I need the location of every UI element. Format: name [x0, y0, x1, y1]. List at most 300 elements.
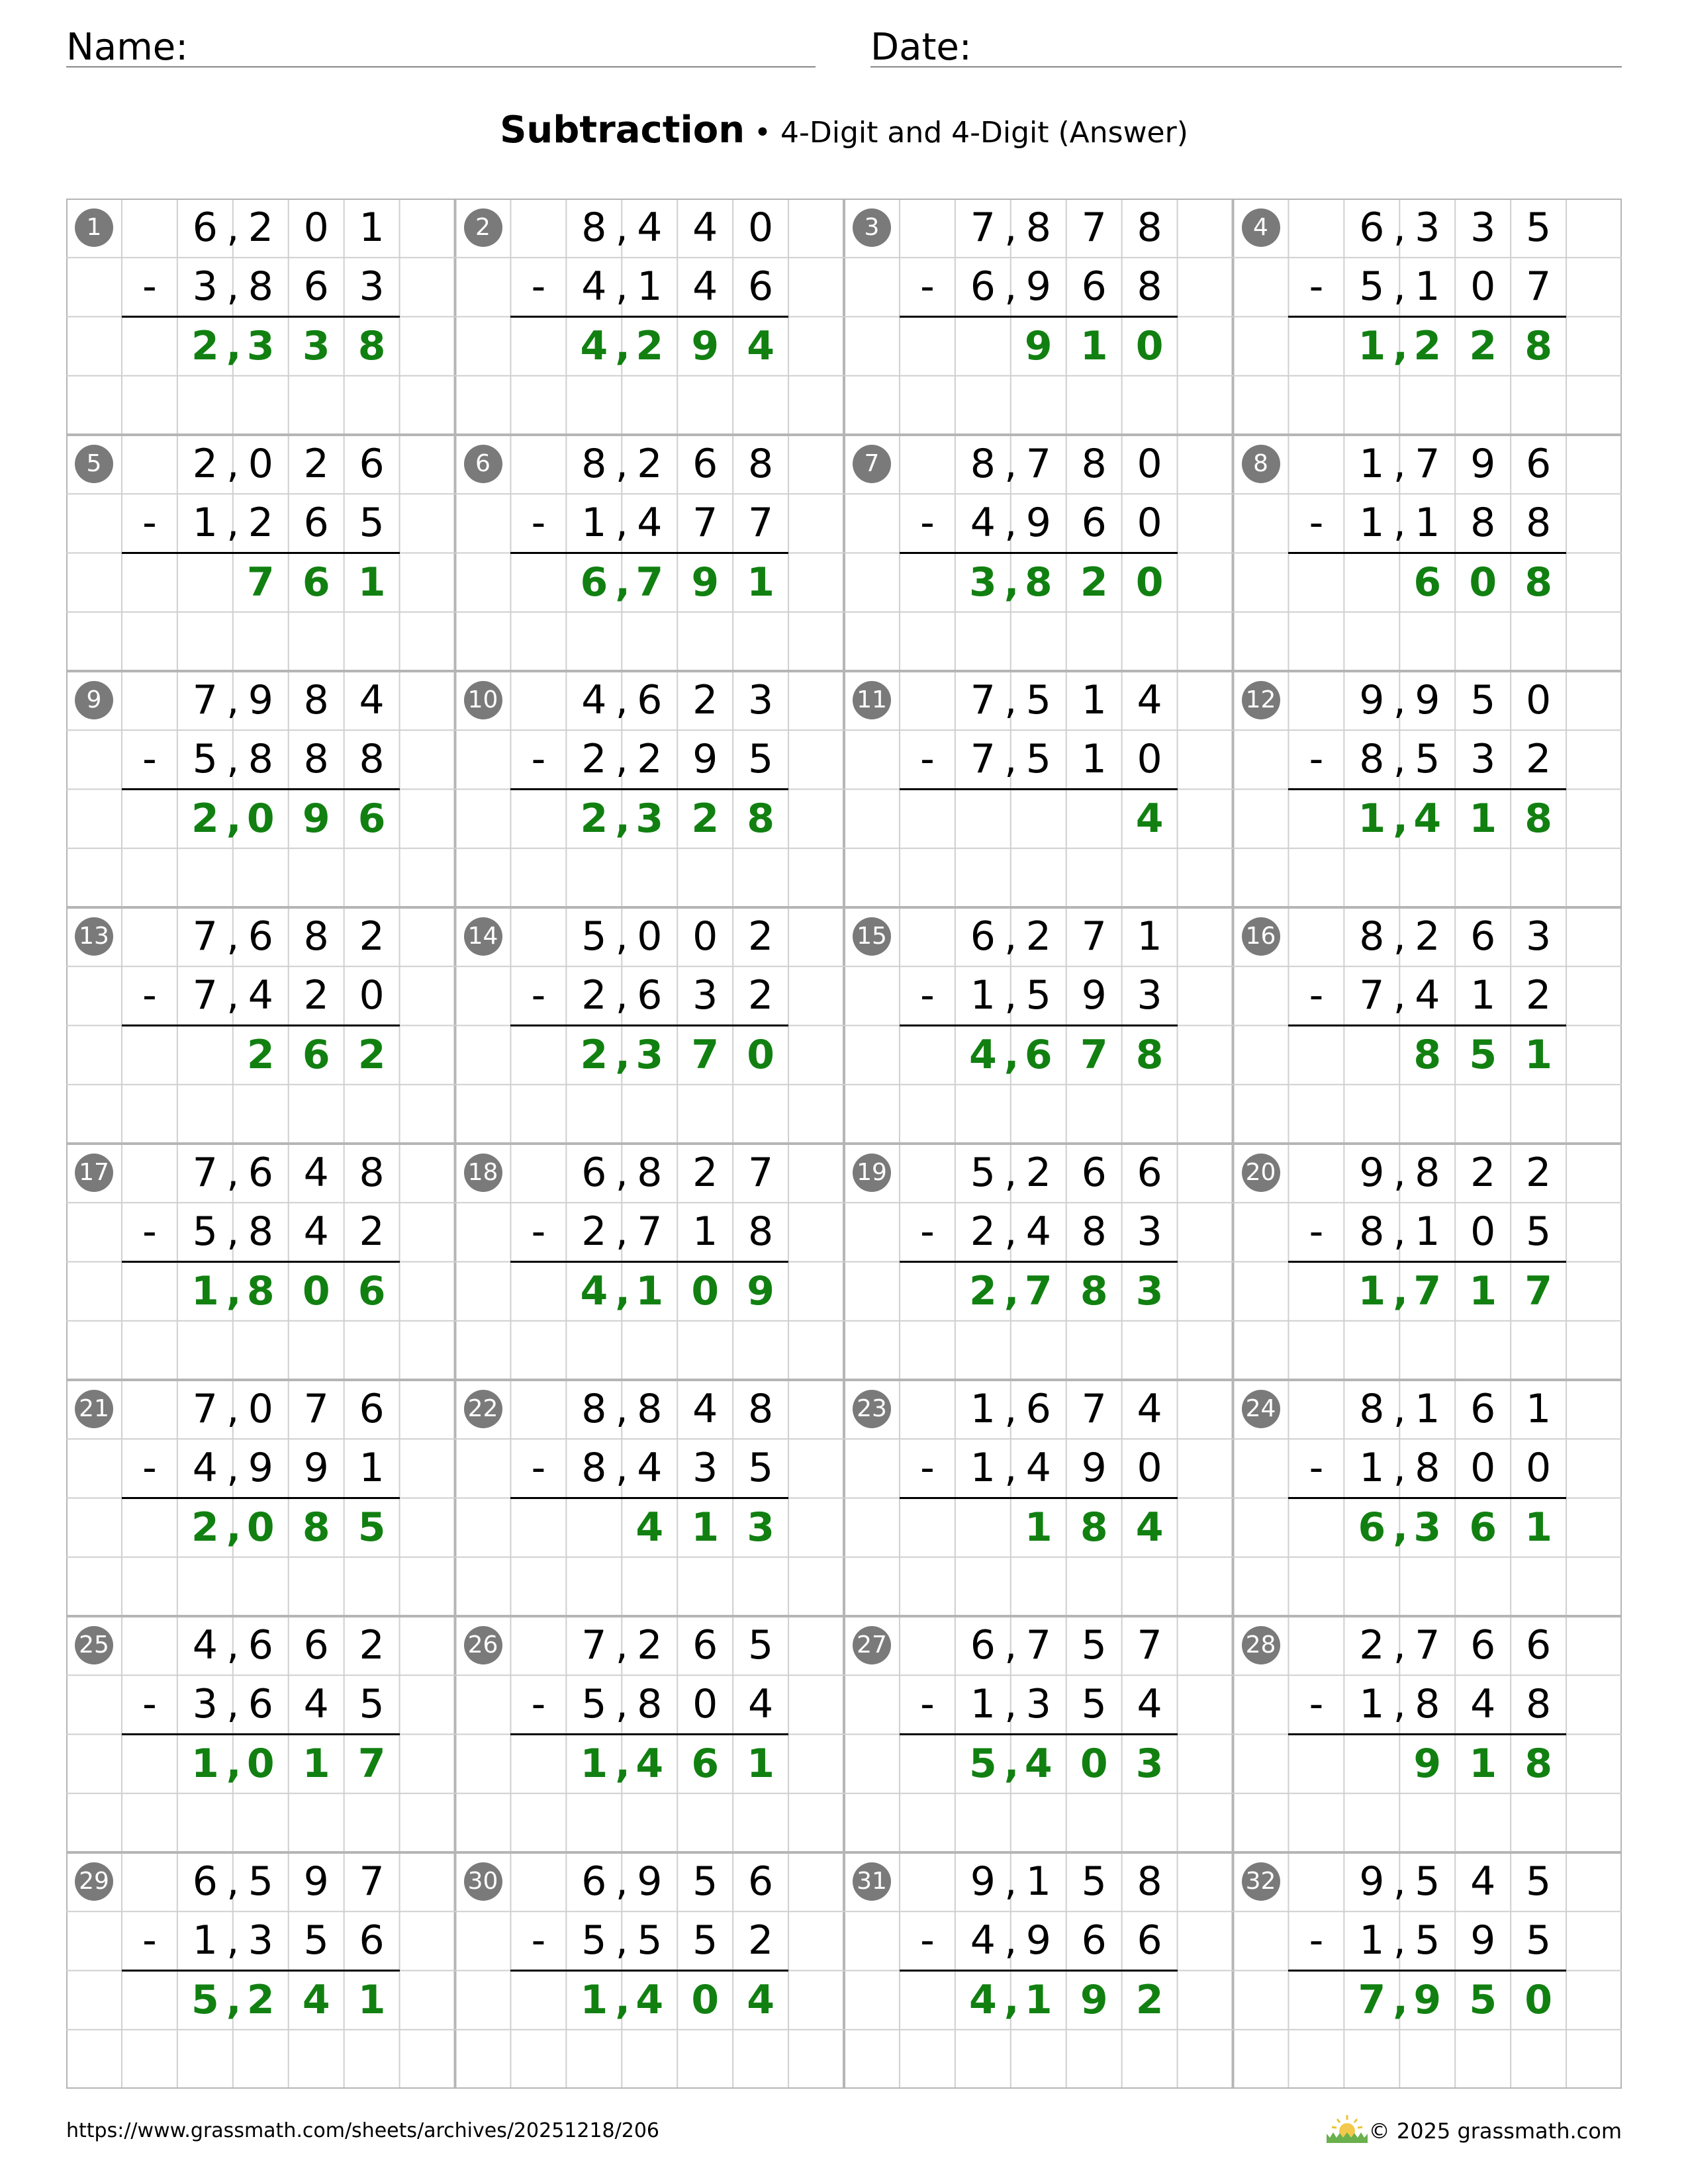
subtrahend-digit: 1 [1415, 263, 1440, 310]
subtrahend-digit: 2 [581, 1208, 607, 1255]
problem-number-badge: 18 [464, 1154, 502, 1192]
problem-number-badge: 19 [853, 1154, 891, 1192]
answer-digit: 5 [191, 1976, 219, 2023]
answer-digit: 9 [302, 795, 330, 842]
answer-line [900, 552, 1178, 554]
subtrahend-digit: 4 [1025, 1208, 1051, 1255]
thousands-comma: , [226, 1858, 240, 1905]
problem-number-badge: 9 [75, 681, 113, 719]
thousands-comma: , [1004, 1740, 1019, 1787]
thousands-comma: , [1004, 263, 1017, 310]
problem-number-badge: 3 [853, 208, 891, 247]
minuend-digit: 7 [1081, 1386, 1107, 1432]
minuend-digit: 9 [637, 1858, 663, 1905]
minuend-digit: 1 [1415, 1386, 1440, 1432]
answer-line [1288, 1733, 1566, 1735]
problem-number-badge: 24 [1242, 1390, 1280, 1428]
subtrahend-digit: 5 [359, 1681, 385, 1728]
subtrahend-digit: 5 [1025, 736, 1051, 783]
thousands-comma: , [615, 205, 628, 251]
subtrahend-digit: 9 [1025, 500, 1051, 547]
subtrahend-digit: 1 [1359, 1445, 1385, 1492]
answer-digit: 4 [635, 1740, 664, 1787]
minuend-digit: 6 [248, 913, 273, 960]
thousands-comma: , [226, 1976, 242, 2023]
subtrahend-digit: 1 [637, 263, 663, 310]
answer-digit: 6 [1413, 559, 1442, 606]
answer-digit: 8 [747, 795, 775, 842]
minus-sign: - [531, 263, 546, 310]
answer-digit: 8 [302, 1504, 330, 1551]
subtrahend-digit: 1 [1359, 1917, 1385, 1964]
thousands-comma: , [1004, 500, 1017, 547]
answer-digit: 9 [1413, 1976, 1442, 2023]
minuend-digit: 8 [1359, 1386, 1385, 1432]
thousands-comma: , [1393, 913, 1406, 960]
subtrahend-digit: 3 [359, 263, 385, 310]
answer-digit: 8 [1135, 1031, 1164, 1078]
minuend-digit: 4 [1470, 1858, 1496, 1905]
answer-digit: 2 [1469, 322, 1497, 369]
answer-digit: 2 [246, 1031, 275, 1078]
problem-number-badge: 11 [853, 681, 891, 719]
answer-digit: 4 [635, 1504, 664, 1551]
subtrahend-digit: 2 [748, 1917, 774, 1964]
minuend-digit: 2 [692, 1150, 718, 1196]
answer-digit: 5 [1469, 1976, 1497, 2023]
minuend-digit: 5 [581, 913, 607, 960]
subtrahend-digit: 7 [1359, 972, 1385, 1019]
minuend-digit: 6 [1137, 1150, 1162, 1196]
subtrahend-digit: 8 [1526, 1681, 1552, 1728]
minuend-digit: 6 [970, 913, 996, 960]
thousands-comma: , [226, 972, 240, 1019]
subtrahend-digit: 4 [637, 500, 663, 547]
thousands-comma: , [615, 972, 628, 1019]
answer-digit: 1 [357, 559, 386, 606]
minus-sign: - [920, 1445, 935, 1492]
minuend-digit: 5 [1025, 677, 1051, 723]
answer-line [900, 788, 1178, 790]
minus-sign: - [920, 1681, 935, 1728]
answer-line [900, 1024, 1178, 1026]
subtrahend-digit: 3 [1137, 1208, 1162, 1255]
thousands-comma: , [615, 795, 631, 842]
subtrahend-digit: 4 [692, 263, 718, 310]
thousands-comma: , [615, 1031, 631, 1078]
problem-number-badge: 13 [75, 917, 113, 956]
subtrahend-digit: 8 [1470, 500, 1496, 547]
subtrahend-digit: 1 [1359, 1681, 1385, 1728]
name-line[interactable] [66, 66, 816, 68]
minuend-digit: 2 [1526, 1150, 1552, 1196]
subtrahend-digit: 0 [1526, 1445, 1552, 1492]
subtrahend-digit: 7 [970, 736, 996, 783]
answer-digit: 2 [1080, 559, 1108, 606]
minuend-digit: 9 [1359, 1858, 1385, 1905]
minuend-digit: 4 [303, 1150, 329, 1196]
thousands-comma: , [615, 1917, 628, 1964]
minuend-digit: 0 [303, 205, 329, 251]
answer-line [900, 1970, 1178, 1972]
answer-digit: 1 [1469, 1740, 1497, 1787]
subtrahend-digit: 8 [748, 1208, 774, 1255]
minus-sign: - [1309, 263, 1324, 310]
thousands-comma: , [226, 795, 242, 842]
subtrahend-digit: 7 [637, 1208, 663, 1255]
minuend-digit: 7 [970, 205, 996, 251]
answer-digit: 2 [635, 322, 664, 369]
answer-digit: 2 [191, 1504, 219, 1551]
thousands-comma: , [1004, 1267, 1019, 1314]
subtrahend-digit: 3 [692, 1445, 718, 1492]
answer-digit: 7 [357, 1740, 386, 1787]
minuend-digit: 8 [1025, 205, 1051, 251]
answer-digit: 3 [1135, 1267, 1164, 1314]
problem-number-badge: 26 [464, 1626, 502, 1664]
answer-line [1288, 316, 1566, 318]
answer-digit: 8 [1524, 559, 1553, 606]
answer-digit: 0 [1135, 322, 1164, 369]
answer-digit: 6 [580, 559, 608, 606]
minuend-digit: 1 [1359, 441, 1385, 487]
title-main: Subtraction [500, 109, 745, 152]
answer-digit: 4 [968, 1976, 997, 2023]
subtrahend-digit: 6 [359, 1917, 385, 1964]
minuend-digit: 6 [359, 441, 385, 487]
answer-digit: 2 [246, 1976, 275, 2023]
subtrahend-digit: 8 [248, 736, 273, 783]
subtrahend-digit: 6 [970, 263, 996, 310]
minuend-digit: 9 [1359, 1150, 1385, 1196]
answer-line [510, 1733, 788, 1735]
thousands-comma: , [615, 736, 628, 783]
minuend-digit: 7 [192, 1150, 218, 1196]
answer-digit: 6 [302, 1031, 330, 1078]
subtrahend-digit: 6 [303, 263, 329, 310]
minuend-digit: 7 [1025, 1622, 1051, 1668]
answer-digit: 4 [1135, 795, 1164, 842]
minuend-digit: 9 [1359, 677, 1385, 723]
footer-url: https://www.grassmath.com/sheets/archives/20251218/206 [66, 2119, 660, 2142]
subtrahend-digit: 9 [248, 1445, 273, 1492]
minuend-digit: 7 [1081, 205, 1107, 251]
minuend-digit: 6 [1470, 1622, 1496, 1668]
subtrahend-digit: 3 [1470, 736, 1496, 783]
subtrahend-digit: 1 [581, 500, 607, 547]
minuend-digit: 7 [1415, 1622, 1440, 1668]
minuend-digit: 9 [1415, 677, 1440, 723]
answer-digit: 8 [1413, 1031, 1442, 1078]
problem-number-badge: 17 [75, 1154, 113, 1192]
answer-digit: 9 [1024, 322, 1053, 369]
thousands-comma: , [226, 205, 240, 251]
minuend-digit: 8 [637, 1150, 663, 1196]
minuend-digit: 0 [248, 1386, 273, 1432]
worksheet-title [0, 107, 1688, 162]
minus-sign: - [920, 736, 935, 783]
answer-line [510, 1261, 788, 1263]
minuend-digit: 6 [970, 1622, 996, 1668]
minus-sign: - [920, 500, 935, 547]
thousands-comma: , [226, 322, 242, 369]
problem-number-badge: 2 [464, 208, 502, 247]
thousands-comma: , [615, 677, 628, 723]
minus-sign: - [531, 1917, 546, 1964]
minus-sign: - [531, 500, 546, 547]
answer-digit: 1 [1024, 1976, 1053, 2023]
thousands-comma: , [226, 1267, 242, 1314]
answer-digit: 7 [1024, 1267, 1053, 1314]
minuend-digit: 3 [748, 677, 774, 723]
subtrahend-digit: 4 [192, 1445, 218, 1492]
subtrahend-digit: 3 [1137, 972, 1162, 1019]
answer-digit: 1 [747, 1740, 775, 1787]
minus-sign: - [1309, 1445, 1324, 1492]
minuend-digit: 0 [748, 205, 774, 251]
answer-digit: 1 [357, 1976, 386, 2023]
minuend-digit: 8 [748, 1386, 774, 1432]
minus-sign: - [531, 1208, 546, 1255]
subtrahend-digit: 0 [1470, 1208, 1496, 1255]
subtrahend-digit: 5 [692, 1917, 718, 1964]
minuend-digit: 2 [1025, 1150, 1051, 1196]
minuend-digit: 5 [248, 1858, 273, 1905]
thousands-comma: , [1393, 441, 1406, 487]
problem-number-badge: 8 [1242, 445, 1280, 483]
thousands-comma: , [1393, 736, 1406, 783]
minuend-digit: 8 [637, 1386, 663, 1432]
thousands-comma: , [226, 1622, 240, 1668]
subtrahend-digit: 6 [248, 1681, 273, 1728]
answer-digit: 3 [968, 559, 997, 606]
minuend-digit: 7 [748, 1150, 774, 1196]
answer-line [1288, 1497, 1566, 1499]
thousands-comma: , [1393, 1976, 1409, 2023]
subtrahend-digit: 2 [1526, 736, 1552, 783]
minuend-digit: 1 [359, 205, 385, 251]
minuend-digit: 2 [1025, 913, 1051, 960]
thousands-comma: , [615, 1150, 628, 1196]
minuend-digit: 2 [692, 677, 718, 723]
subtrahend-digit: 2 [303, 972, 329, 1019]
subtrahend-digit: 2 [1526, 972, 1552, 1019]
minus-sign: - [531, 1445, 546, 1492]
minuend-digit: 5 [748, 1622, 774, 1668]
thousands-comma: , [226, 677, 240, 723]
thousands-comma: , [226, 736, 240, 783]
answer-digit: 7 [635, 559, 664, 606]
subtrahend-digit: 1 [1359, 500, 1385, 547]
answer-digit: 2 [191, 322, 219, 369]
answer-digit: 4 [302, 1976, 330, 2023]
minus-sign: - [142, 500, 157, 547]
answer-digit: 0 [246, 1504, 275, 1551]
minuend-digit: 8 [303, 677, 329, 723]
minuend-digit: 5 [1470, 677, 1496, 723]
answer-digit: 1 [580, 1976, 608, 2023]
subtrahend-digit: 4 [1137, 1681, 1162, 1728]
answer-digit: 0 [747, 1031, 775, 1078]
thousands-comma: , [1393, 263, 1406, 310]
answer-digit: 3 [246, 322, 275, 369]
subtrahend-digit: 1 [1081, 736, 1107, 783]
thousands-comma: , [226, 1150, 240, 1196]
answer-digit: 3 [635, 795, 664, 842]
subtrahend-digit: 5 [637, 1917, 663, 1964]
answer-digit: 4 [968, 1031, 997, 1078]
minuend-digit: 4 [581, 677, 607, 723]
answer-digit: 3 [1135, 1740, 1164, 1787]
answer-digit: 0 [1080, 1740, 1108, 1787]
answer-digit: 4 [580, 322, 608, 369]
answer-digit: 4 [1413, 795, 1442, 842]
thousands-comma: , [226, 1740, 242, 1787]
sun-over-grass-icon [1324, 2114, 1370, 2143]
minus-sign: - [142, 736, 157, 783]
minuend-digit: 2 [359, 1622, 385, 1668]
answer-digit: 1 [1524, 1031, 1553, 1078]
subtrahend-digit: 8 [1526, 500, 1552, 547]
subtrahend-digit: 1 [1470, 972, 1496, 1019]
answer-digit: 7 [1080, 1031, 1108, 1078]
minuend-digit: 4 [637, 205, 663, 251]
answer-line [900, 1497, 1178, 1499]
subtrahend-digit: 9 [692, 736, 718, 783]
thousands-comma: , [1393, 1681, 1406, 1728]
subtrahend-digit: 0 [1137, 736, 1162, 783]
answer-digit: 8 [246, 1267, 275, 1314]
thousands-comma: , [226, 1445, 240, 1492]
minus-sign: - [142, 1917, 157, 1964]
answer-digit: 4 [1024, 1740, 1053, 1787]
subtrahend-digit: 6 [1137, 1917, 1162, 1964]
subtrahend-digit: 8 [1081, 1208, 1107, 1255]
answer-digit: 1 [1358, 795, 1386, 842]
answer-digit: 7 [246, 559, 275, 606]
date-line[interactable] [870, 66, 1622, 68]
answer-line [510, 1024, 788, 1026]
thousands-comma: , [1393, 795, 1409, 842]
answer-digit: 9 [1413, 1740, 1442, 1787]
answer-digit: 0 [691, 1976, 720, 2023]
answer-digit: 5 [357, 1504, 386, 1551]
answer-digit: 1 [1469, 1267, 1497, 1314]
minus-sign: - [1309, 736, 1324, 783]
subtrahend-digit: 4 [1025, 1445, 1051, 1492]
problem-number-badge: 12 [1242, 681, 1280, 719]
problem-number-badge: 30 [464, 1862, 502, 1901]
minuend-digit: 6 [303, 1622, 329, 1668]
answer-digit: 9 [747, 1267, 775, 1314]
thousands-comma: , [1004, 1976, 1019, 2023]
problem-number-badge: 32 [1242, 1862, 1280, 1901]
minuend-digit: 2 [303, 441, 329, 487]
thousands-comma: , [1004, 1858, 1017, 1905]
subtrahend-digit: 2 [970, 1208, 996, 1255]
minuend-digit: 7 [359, 1858, 385, 1905]
answer-line [1288, 788, 1566, 790]
subtrahend-digit: 8 [248, 1208, 273, 1255]
minuend-digit: 5 [1081, 1622, 1107, 1668]
minus-sign: - [1309, 500, 1324, 547]
thousands-comma: , [1004, 205, 1017, 251]
answer-line [510, 316, 788, 318]
subtrahend-digit: 4 [970, 500, 996, 547]
minuend-digit: 8 [970, 441, 996, 487]
minuend-digit: 8 [581, 205, 607, 251]
answer-digit: 8 [1080, 1267, 1108, 1314]
subtrahend-digit: 6 [1081, 500, 1107, 547]
answer-line [122, 788, 400, 790]
subtrahend-digit: 8 [1415, 1445, 1440, 1492]
thousands-comma: , [1004, 1031, 1019, 1078]
minuend-digit: 1 [1081, 677, 1107, 723]
subtrahend-digit: 7 [192, 972, 218, 1019]
minuend-digit: 8 [581, 441, 607, 487]
answer-line [510, 1970, 788, 1972]
minuend-digit: 6 [248, 1622, 273, 1668]
subtrahend-digit: 5 [748, 736, 774, 783]
answer-line [122, 1733, 400, 1735]
subtrahend-digit: 0 [1137, 500, 1162, 547]
minus-sign: - [142, 1445, 157, 1492]
minuend-digit: 0 [1526, 677, 1552, 723]
subtrahend-digit: 5 [359, 500, 385, 547]
minuend-digit: 7 [192, 913, 218, 960]
subtrahend-digit: 5 [1359, 263, 1385, 310]
answer-digit: 3 [1413, 1504, 1442, 1551]
answer-digit: 1 [1469, 795, 1497, 842]
problem-number-badge: 22 [464, 1390, 502, 1428]
minuend-digit: 8 [1137, 1858, 1162, 1905]
minuend-digit: 6 [1526, 1622, 1552, 1668]
minuend-digit: 0 [1137, 441, 1162, 487]
answer-digit: 5 [968, 1740, 997, 1787]
answer-digit: 4 [1135, 1504, 1164, 1551]
thousands-comma: , [1004, 1208, 1017, 1255]
thousands-comma: , [226, 1386, 240, 1432]
answer-digit: 8 [1024, 559, 1053, 606]
minuend-digit: 6 [192, 1858, 218, 1905]
problem-number-badge: 1 [75, 208, 113, 247]
problem-grid [66, 199, 1622, 2089]
minuend-digit: 1 [970, 1386, 996, 1432]
minuend-digit: 7 [303, 1386, 329, 1432]
subtrahend-digit: 5 [303, 1917, 329, 1964]
minuend-digit: 0 [248, 441, 273, 487]
subtrahend-digit: 9 [1081, 972, 1107, 1019]
thousands-comma: , [1393, 322, 1409, 369]
minuend-digit: 6 [1470, 1386, 1496, 1432]
minuend-digit: 6 [1081, 1150, 1107, 1196]
thousands-comma: , [1393, 1917, 1406, 1964]
minuend-digit: 7 [1137, 1622, 1162, 1668]
subtrahend-digit: 0 [692, 1681, 718, 1728]
subtrahend-digit: 5 [192, 1208, 218, 1255]
thousands-comma: , [1004, 1386, 1017, 1432]
subtrahend-digit: 6 [1081, 263, 1107, 310]
minuend-digit: 3 [1415, 205, 1440, 251]
minuend-digit: 4 [1137, 1386, 1162, 1432]
problem-number-badge: 27 [853, 1626, 891, 1664]
answer-digit: 6 [1469, 1504, 1497, 1551]
answer-digit: 7 [691, 1031, 720, 1078]
name-label: Name: [66, 26, 189, 69]
minuend-digit: 7 [581, 1622, 607, 1668]
minuend-digit: 5 [692, 1858, 718, 1905]
minuend-digit: 6 [248, 1150, 273, 1196]
